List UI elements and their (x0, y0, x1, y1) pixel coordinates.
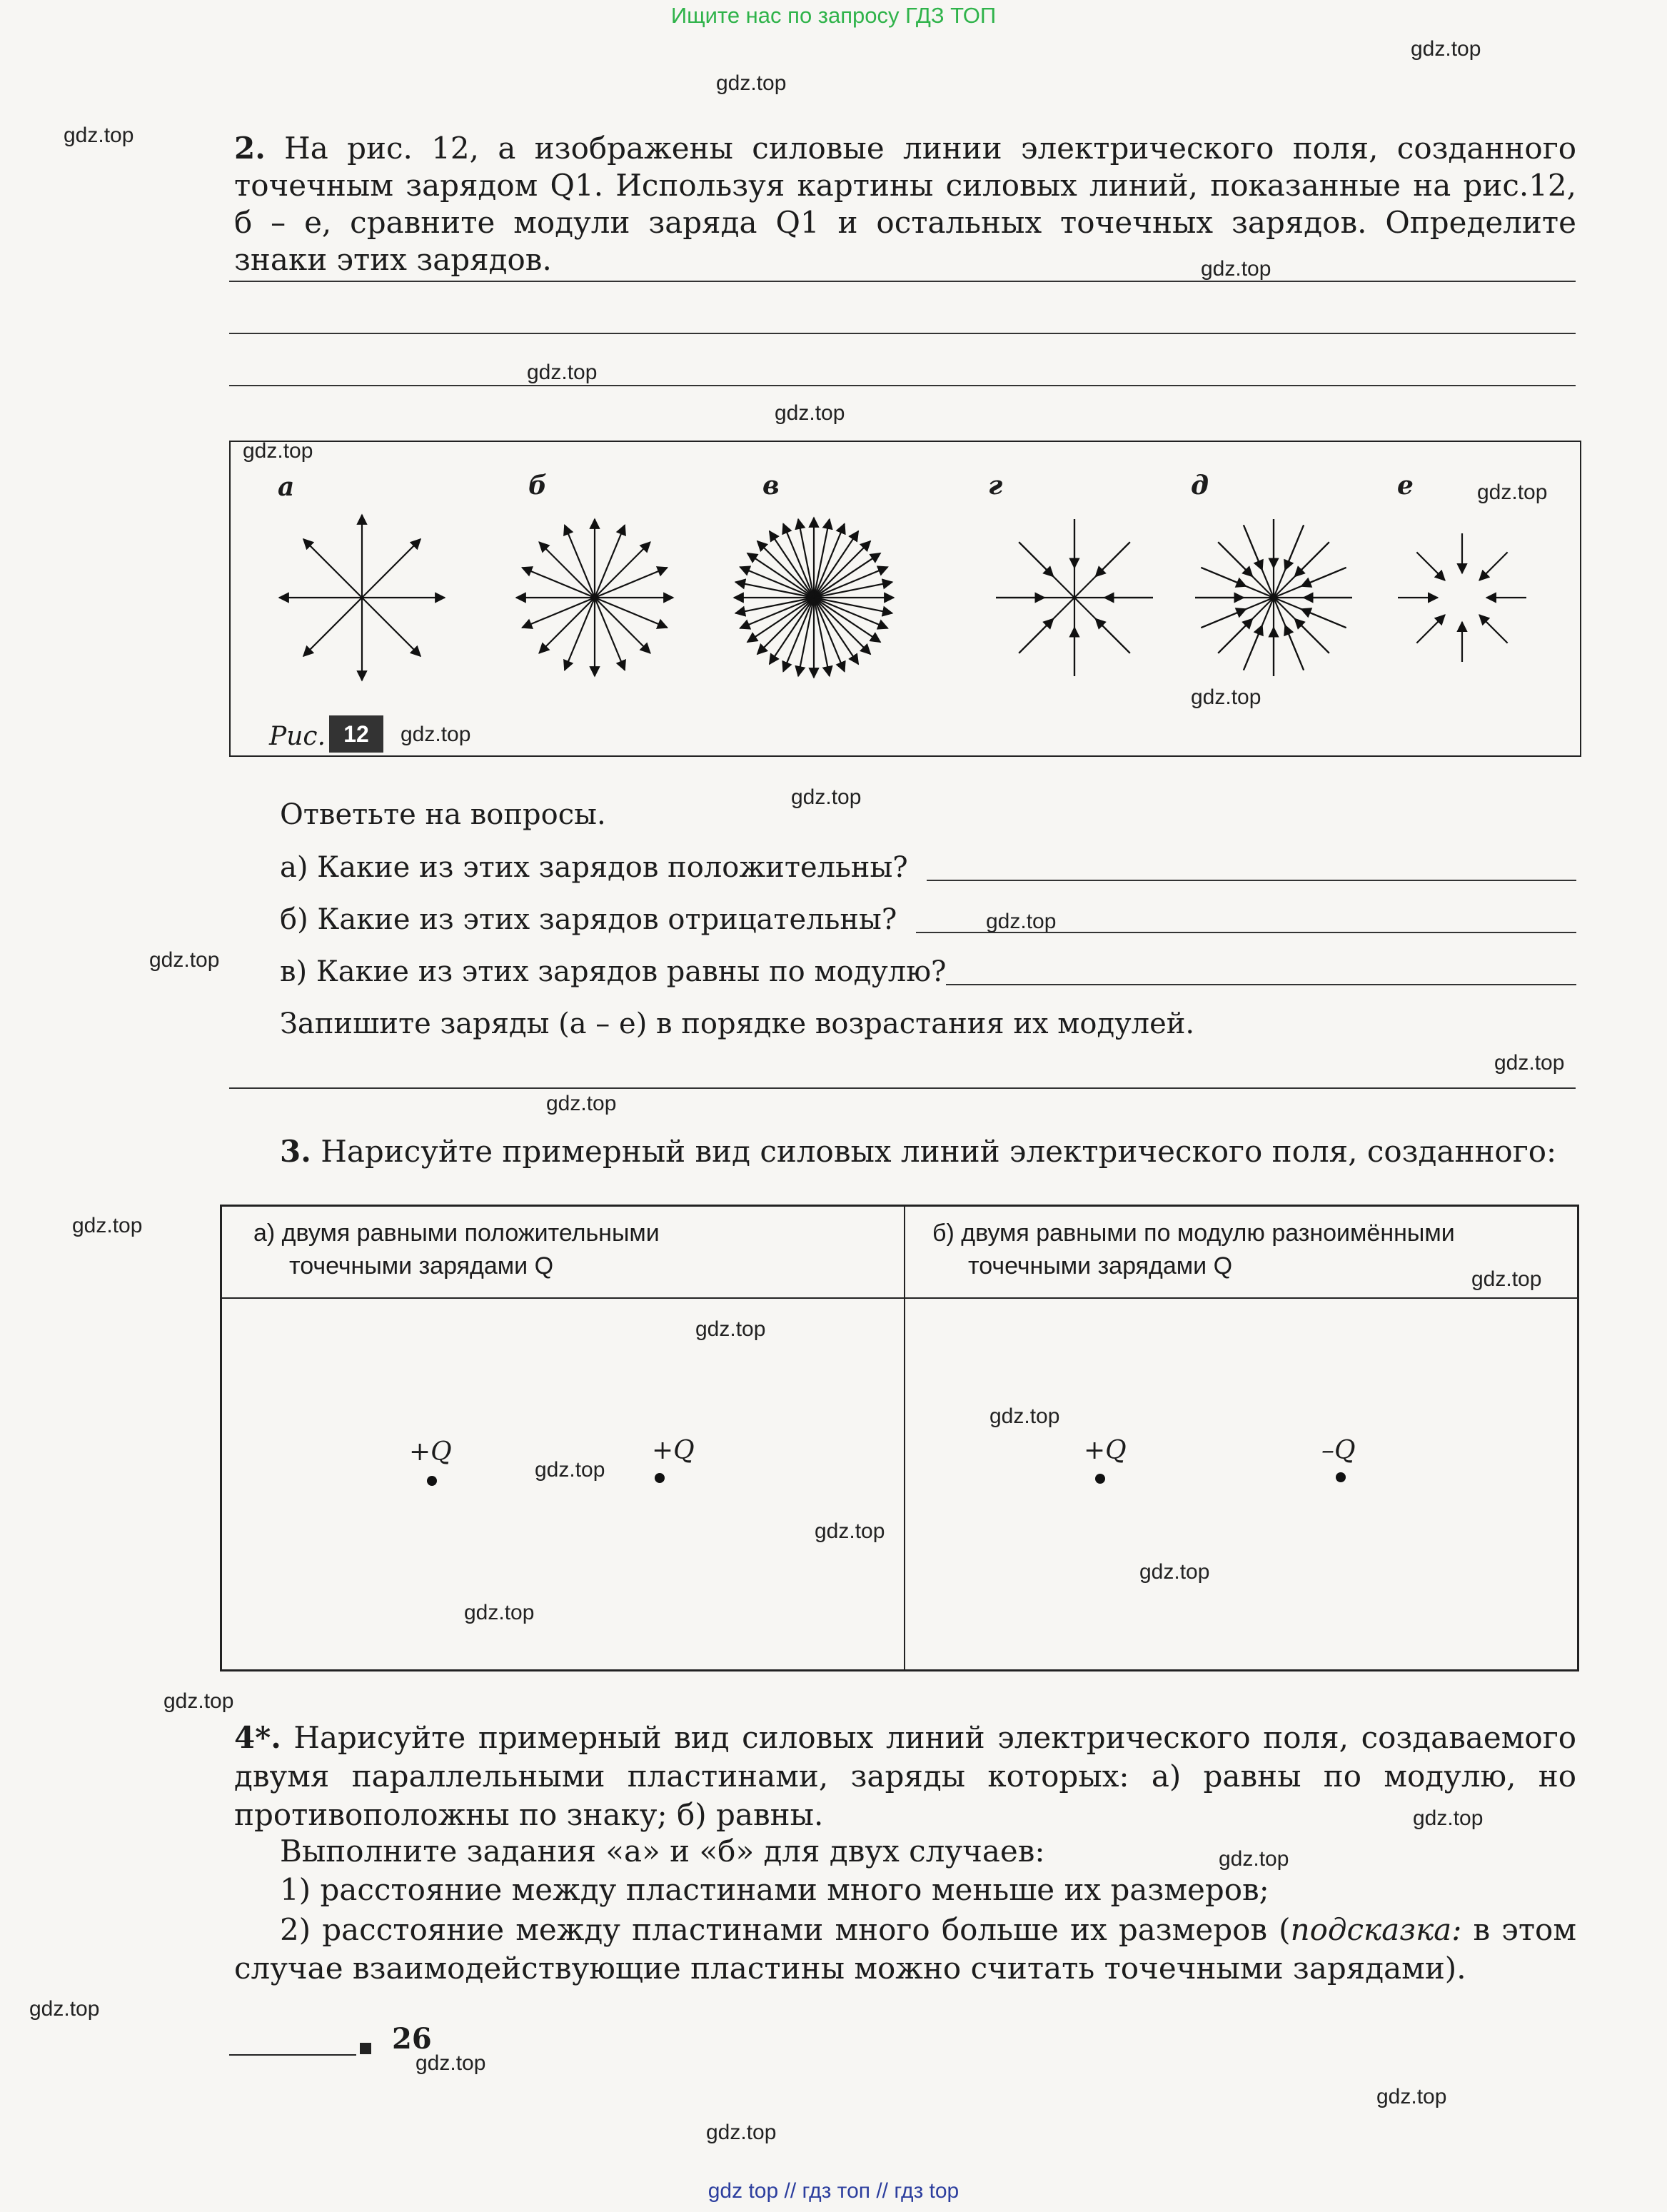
fig-label-a: а (278, 472, 295, 502)
watermark: gdz.top (535, 1458, 605, 1482)
col-a-header (253, 1217, 660, 1282)
task4-paragraph (234, 1719, 1576, 1834)
fig-label-v: в (762, 471, 780, 501)
fig-label-b: б (528, 471, 547, 501)
watermark: gdz.top (64, 124, 134, 147)
fig-label-e: е (1397, 471, 1414, 501)
fig-label-g: г (988, 471, 1003, 501)
field-line (1019, 598, 1074, 653)
watermark: gdz.top (1219, 1847, 1289, 1871)
field-line (1218, 542, 1274, 598)
field-line (757, 541, 814, 598)
charge-point (1336, 1472, 1346, 1482)
task3-heading (280, 1134, 1556, 1169)
answer-intro: Ответьте на вопросы. (280, 798, 606, 831)
figure-caption: Рис. (269, 722, 326, 751)
task2-text: На рис. 12, a изображены силовые линии электрического поля, созданного точечным зарядом Q1. Используя картины силовых линий, показанные на рис.12, б – е, сравните модули заряда Q1 и остальных точечных зарядов. Определите знаки этих зарядов. (234, 131, 1576, 277)
watermark: gdz.top (72, 1214, 143, 1237)
task4-text: Нарисуйте примерный вид силовых линий электрического поля, создаваемого двумя параллельными пластинами, заряды которых: а) равны по модулю, но противоположны по знаку; б) равны. (234, 1720, 1576, 1832)
task4-line2: 1) расстояние между пластинами много меньше их размеров; (280, 1872, 1269, 1907)
watermark: gdz.top (986, 910, 1057, 933)
field-line (1416, 552, 1444, 580)
charge-label: +Q (1084, 1436, 1127, 1465)
answer-line[interactable] (916, 932, 1576, 933)
field-line (303, 539, 362, 598)
watermark: gdz.top (1411, 37, 1481, 61)
watermark: gdz.top (401, 723, 471, 746)
field-line (595, 598, 650, 653)
col-b-header (932, 1217, 1455, 1282)
figure-12 (229, 441, 1581, 757)
watermark: gdz.top (1477, 481, 1548, 504)
watermark: gdz.top (1139, 1560, 1210, 1584)
watermark: gdz.top (815, 1519, 885, 1543)
task4-number: 4*. (234, 1720, 281, 1755)
drawing-area-a[interactable] (222, 1299, 902, 1670)
charge-label: –Q (1321, 1436, 1356, 1465)
col-b-line2: точечными зарядами Q (968, 1252, 1233, 1280)
page-marker (360, 2043, 371, 2054)
field-line (814, 598, 870, 654)
field-line (1274, 542, 1329, 598)
drawing-table (220, 1205, 1579, 1671)
field-line (1416, 615, 1444, 643)
task4-line3 (234, 1911, 1576, 1988)
task2-number: 2. (234, 131, 266, 166)
task4-line1: Выполните задания «а» и «б» для двух случаев: (280, 1834, 1045, 1869)
field-lines-diagram (231, 442, 1580, 755)
table-divider (904, 1207, 905, 1669)
watermark: gdz.top (706, 2121, 777, 2144)
task4-hint: подсказка: (1290, 1912, 1462, 1947)
watermark: gdz.top (1376, 2085, 1447, 2108)
field-line (595, 542, 650, 598)
watermark: gdz.top (163, 1689, 234, 1713)
answer-line[interactable] (229, 333, 1576, 334)
field-line (1218, 598, 1274, 653)
answer-line[interactable] (229, 281, 1576, 282)
task4-line3-pre: 2) расстояние между пластинами много больше их размеров ( (280, 1912, 1291, 1947)
answer-line[interactable] (229, 1087, 1576, 1089)
col-b-line1: б) двумя равными по модулю разноимёнными (932, 1220, 1455, 1247)
watermark: gdz.top (1471, 1267, 1542, 1291)
watermark: gdz.top (695, 1317, 766, 1341)
watermark: gdz.top (416, 2051, 486, 2075)
charge-point (655, 1473, 665, 1483)
watermark: gdz.top (1191, 685, 1261, 709)
task3-text: Нарисуйте примерный вид силовых линий электрического поля, созданного: (321, 1134, 1557, 1169)
field-line (303, 598, 362, 656)
field-line (362, 539, 420, 598)
field-line (539, 598, 595, 653)
field-line (1274, 598, 1329, 653)
search-hint-link[interactable]: Ищите нас по запросу ГДЗ ТОП (670, 3, 997, 28)
answer-line[interactable] (927, 880, 1576, 881)
watermark: gdz.top (464, 1601, 535, 1624)
field-line (757, 598, 814, 654)
field-line (362, 598, 420, 656)
answer-line[interactable] (946, 984, 1576, 985)
field-line (1479, 552, 1507, 580)
fig-label-d: д (1191, 471, 1209, 501)
answer-line[interactable] (229, 385, 1576, 386)
task2-paragraph (234, 130, 1576, 278)
watermark: gdz.top (989, 1404, 1060, 1428)
col-a-line2: точечными зарядами Q (289, 1252, 554, 1280)
field-line (1019, 542, 1074, 598)
page-footer-rule (229, 2054, 356, 2056)
question-a: а) Какие из этих зарядов положительны? (280, 851, 908, 884)
order-prompt: Запишите заряды (а – е) в порядке возрастания их модулей. (280, 1007, 1195, 1040)
col-a-line1: а) двумя равными положительными (253, 1220, 660, 1247)
field-line (1074, 598, 1130, 653)
watermark: gdz.top (546, 1092, 617, 1115)
watermark: gdz.top (1413, 1806, 1484, 1830)
watermark: gdz.top (243, 439, 313, 463)
charge-point (427, 1476, 437, 1486)
charge-point (1095, 1474, 1105, 1484)
field-line (1074, 542, 1130, 598)
charge-label: +Q (409, 1437, 452, 1467)
watermark: gdz.top (527, 361, 598, 384)
watermark: gdz.top (1494, 1051, 1565, 1075)
footer-links[interactable]: gdz top // гдз топ // гдз top (707, 2179, 960, 2203)
question-v: в) Какие из этих зарядов равны по модулю? (280, 955, 947, 988)
figure-number-badge: 12 (329, 715, 383, 753)
question-b: б) Какие из этих зарядов отрицательны? (280, 903, 897, 936)
field-line (539, 542, 595, 598)
task4-line3-post: в этом случае взаимодействующие пластины можно считать точечными зарядами). (234, 1912, 1577, 1986)
watermark: gdz.top (29, 1997, 100, 2021)
drawing-area-b[interactable] (906, 1299, 1577, 1670)
watermark: gdz.top (149, 948, 220, 972)
task3-number: 3. (280, 1134, 311, 1169)
watermark: gdz.top (1201, 257, 1271, 281)
watermark: gdz.top (775, 401, 845, 425)
watermark: gdz.top (791, 785, 862, 809)
field-line (814, 541, 870, 598)
watermark: gdz.top (716, 71, 787, 95)
page-number: 26 (392, 2022, 432, 2056)
charge-label: +Q (652, 1436, 695, 1465)
field-line (1479, 615, 1507, 643)
